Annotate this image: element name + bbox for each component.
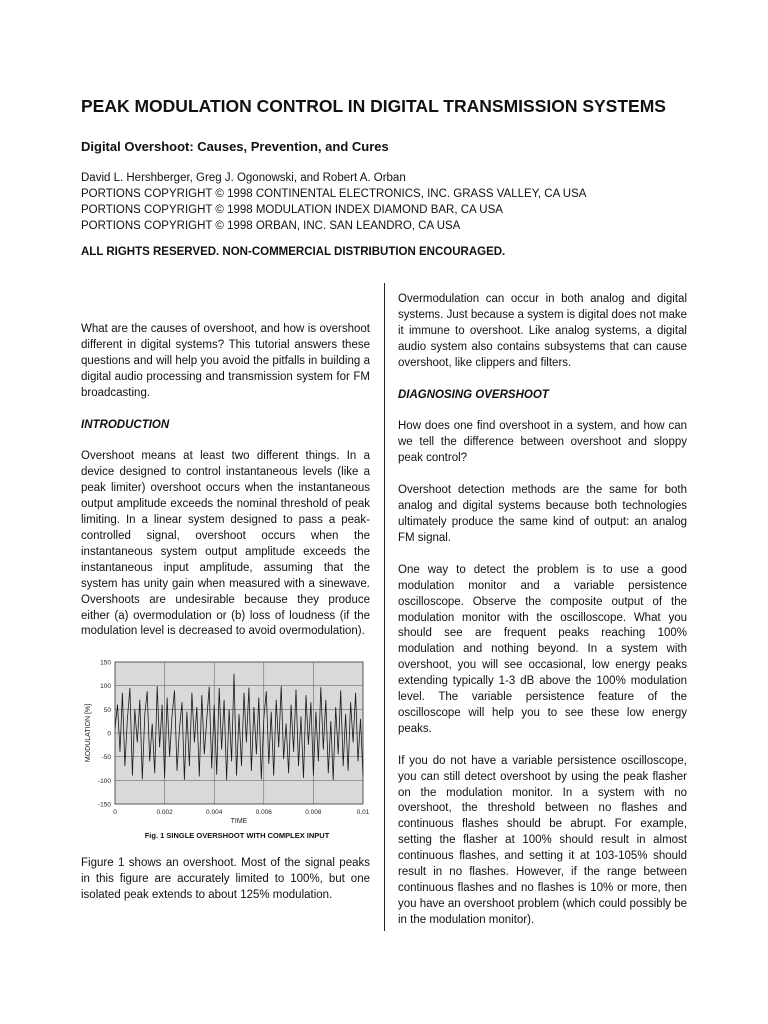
- x-tick-label: 0.002: [156, 809, 173, 816]
- y-tick-label: -50: [101, 754, 111, 762]
- introduction-paragraph: Overshoot means at least two different things. In a device designed to control instantaneous levels (like a peak limiter) overshoot occurs when the instantaneous output amplitude exceeds the nominal threshold of peak limiting. In a linear system designed to pass a peak-controlled signal, overshoot occurs when the instantaneous system output amplitude exceeds the instantaneous input amplitude, assuming that the system has unity gain when measured with a sinewave. Overshoots are undesirable because they produce either (a) overmodulation or (b) loss of loudness (if the modulation level is decreased to avoid overmodulation).: [81, 450, 370, 638]
- y-axis-label: MODULATION [%]: [85, 703, 92, 763]
- copyright-line: PORTIONS COPYRIGHT © 1998 MODULATION INDEX DIAMOND BAR, CA USA: [81, 204, 503, 216]
- right-paragraph-5: If you do not have a variable persistence oscilloscope, you can still detect overshoot by using the peak flasher on the modulation monitor. In a system with no overshoot, the threshold between no flashes and continuous flashes should be abrupt. For example, setting the flasher at 100% should result in almost continuous flashes, and setting it at 103-105% should result in no flashes. However, if the range between continuous flashes and no flashes is 10% or more, then you have an overshoot problem (which could possibly be in the modulation monitor).: [398, 754, 687, 926]
- modulation-chart: [81, 655, 371, 835]
- authors-block: [81, 170, 701, 234]
- y-tick-label: -150: [97, 801, 111, 809]
- x-tick-label: 0.01: [356, 809, 370, 816]
- figure-caption: Fig. 1 SINGLE OVERSHOOT WITH COMPLEX INPUT: [144, 831, 330, 840]
- y-tick-label: 50: [103, 706, 111, 714]
- right-paragraph-1: Overmodulation can occur in both analog and digital systems. Just because a system is digital does not make it immune to overshoot. Like analog systems, a digital audio system also contains subsystems that can cause overshoot, like clippers and filters.: [398, 293, 687, 369]
- intro-paragraph: What are the causes of overshoot, and how is overshoot different in digital systems? This tutorial answers these questions and will help you avoid the pitfalls in building a digital audio processing and transmission system for FM broadcasting.: [81, 323, 370, 399]
- x-tick-label: 0: [113, 809, 117, 816]
- x-tick-label: 0.006: [255, 809, 272, 816]
- x-tick-label: 0.008: [305, 809, 322, 816]
- y-tick-label: -100: [97, 777, 111, 785]
- paper-title: PEAK MODULATION CONTROL IN DIGITAL TRANSMISSION SYSTEMS: [81, 96, 666, 116]
- left-column-bottom: [81, 856, 370, 920]
- right-column: [398, 292, 687, 945]
- column-divider: [384, 283, 385, 931]
- y-tick-label: 150: [100, 659, 111, 667]
- figure-paragraph: Figure 1 shows an overshoot. Most of the signal peaks in this figure are accurately limited to 100%, but one isolated peak extends to about 125% modulation.: [81, 857, 370, 901]
- x-tick-label: 0.004: [206, 809, 223, 816]
- y-tick-label: 0: [107, 730, 111, 738]
- y-tick-label: 100: [100, 683, 111, 691]
- right-paragraph-2: How does one find overshoot in a system, and how can we tell the difference between overshoot and sloppy peak control?: [398, 420, 687, 465]
- copyright-line: PORTIONS COPYRIGHT © 1998 CONTINENTAL ELECTRONICS, INC. GRASS VALLEY, CA USA: [81, 188, 587, 200]
- paper-subtitle: Digital Overshoot: Causes, Prevention, and Cures: [81, 139, 389, 154]
- left-column: [81, 322, 370, 656]
- rights-notice: ALL RIGHTS RESERVED. NON-COMMERCIAL DISTRIBUTION ENCOURAGED.: [81, 246, 506, 258]
- author-line: David L. Hershberger, Greg J. Ogonowski, and Robert A. Orban: [81, 172, 406, 184]
- x-axis-label: TIME: [230, 818, 248, 825]
- right-paragraph-4: One way to detect the problem is to use a good modulation monitor and a variable persistence oscilloscope. Observe the composite output of the modulation monitor with the oscilloscope. What you should see are frequent peaks reaching 100% modulation and nothing beyond. In a system with overshoot, you will see occasional, low energy peaks extending typically 1-3 dB above the 100% modulation level. The variable persistence feature of the oscilloscope will help you to see these low energy peaks.: [398, 563, 687, 735]
- diagnosing-heading: DIAGNOSING OVERSHOOT: [398, 388, 549, 401]
- copyright-line: PORTIONS COPYRIGHT © 1998 ORBAN, INC. SAN LEANDRO, CA USA: [81, 220, 461, 232]
- introduction-heading: INTRODUCTION: [81, 418, 170, 431]
- figure-1: [81, 655, 371, 845]
- right-paragraph-3: Overshoot detection methods are the same for both analog and digital systems because both technologies ultimately produce the same kind of output: an analog FM signal.: [398, 484, 687, 544]
